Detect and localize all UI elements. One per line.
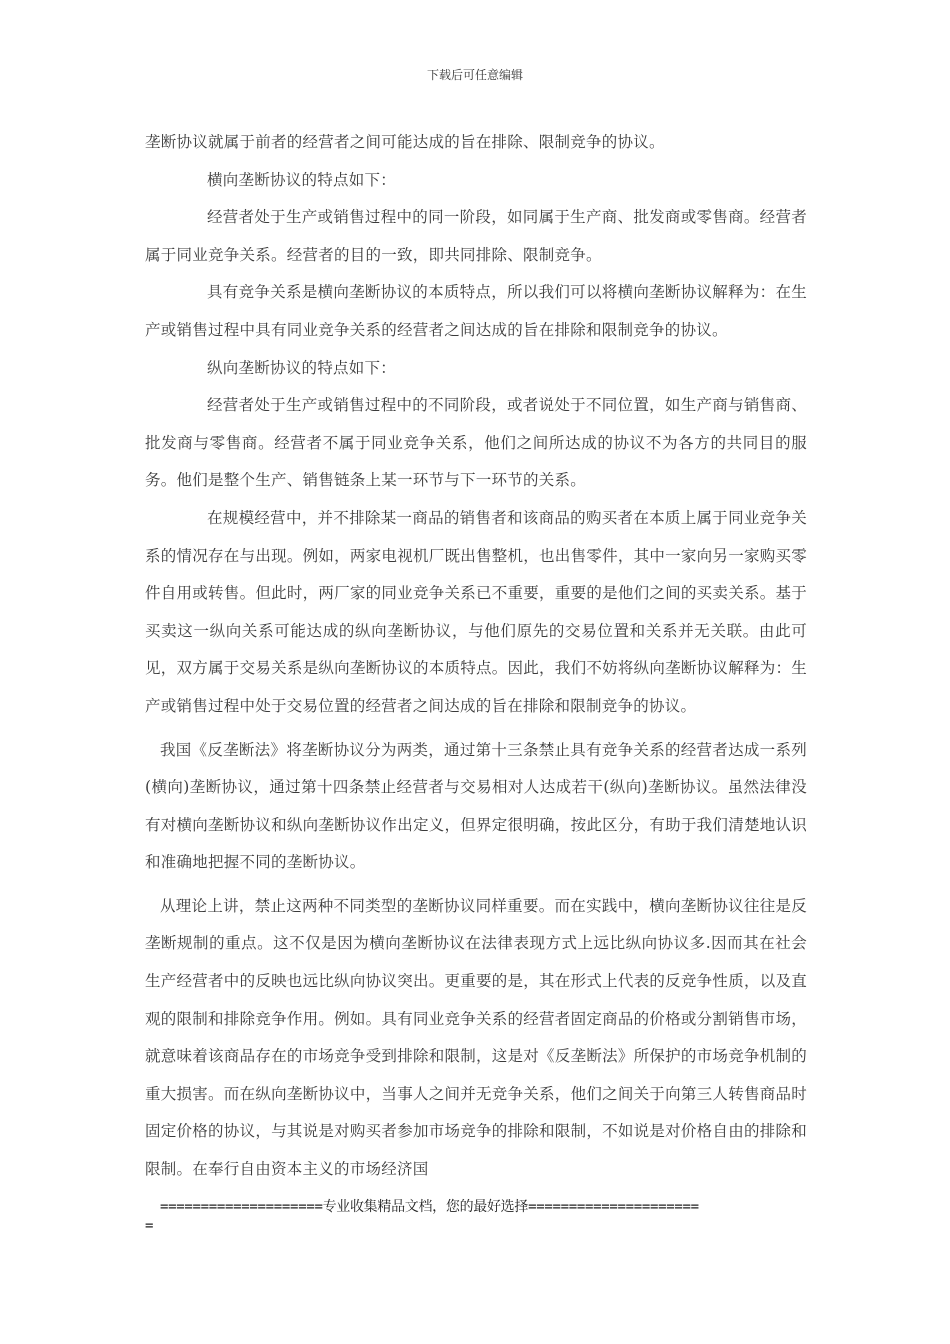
paragraph: 垄断协议就属于前者的经营者之间可能达成的旨在排除、限制竞争的协议。: [145, 133, 665, 151]
paragraph: 经营者处于生产或销售过程中的不同阶段，或者说处于不同位置，如生产商与销售商、批发商与零售商。经营者不属于同业竞争关系，他们之间所达成的协议不为各方的共同目的服务。他们是整个生产、销售链条上某一环节与下一环节的关系。: [145, 396, 807, 490]
footer-tail: =: [145, 1218, 154, 1234]
paragraph: 横向垄断协议的特点如下：: [207, 170, 397, 189]
footer-banner: ====================专业收集精品文档，您的最好选择=====================: [160, 1199, 699, 1215]
paragraph: 具有竞争关系是横向垄断协议的本质特点，所以我们可以将横向垄断协议解释为：在生产或销售过程中具有同业竞争关系的经营者之间达成的旨在排除和限制竞争的协议。: [145, 283, 807, 339]
header-note: 下载后可任意编辑: [426, 68, 523, 82]
paragraph: 我国《反垄断法》将垄断协议分为两类，通过第十三条禁止具有竞争关系的经营者达成一系列(横向)垄断协议，通过第十四条禁止经营者与交易相对人达成若干(纵向)垄断协议。虽然法律没有对横向垄断协议和纵向垄断协议作出定义，但界定很明确，按此区分，有助于我们清楚地认识和准确地把握不同的垄断协议。: [145, 740, 807, 872]
paragraph: 经营者处于生产或销售过程中的同一阶段，如同属于生产商、批发商或零售商。经营者属于同业竞争关系。经营者的目的一致，即共同排除、限制竞争。: [145, 208, 807, 264]
paragraph: 纵向垄断协议的特点如下：: [207, 358, 397, 377]
document-body: [145, 124, 807, 1189]
paragraph: 在规模经营中，并不排除某一商品的销售者和该商品的购买者在本质上属于同业竞争关系的情况存在与出现。例如，两家电视机厂既出售整机，也出售零件，其中一家向另一家购买零件自用或转售。但此时，两厂家的同业竞争关系已不重要，重要的是他们之间的买卖关系。基于买卖这一纵向关系可能达成的纵向垄断协议，与他们原先的交易位置和关系并无关联。由此可见，双方属于交易关系是纵向垄断协议的本质特点。因此，我们不妨将纵向垄断协议解释为：生产或销售过程中处于交易位置的经营者之间达成的旨在排除和限制竞争的协议。: [145, 508, 807, 715]
paragraph: 从理论上讲，禁止这两种不同类型的垄断协议同样重要。而在实践中，横向垄断协议往往是反垄断规制的重点。这不仅是因为横向垄断协议在法律表现方式上远比纵向协议多.因而其在社会生产经营者中的反映也远比纵向协议突出。更重要的是，其在形式上代表的反竞争性质，以及直观的限制和排除竞争作用。例如。具有同业竞争关系的经营者固定商品的价格或分割销售市场，就意味着该商品存在的市场竞争受到排除和限制，这是对《反垄断法》所保护的市场竞争机制的重大损害。而在纵向垄断协议中，当事人之间并无竞争关系，他们之间关于向第三人转售商品时固定价格的协议，与其说是对购买者参加市场竞争的排除和限制，不如说是对价格自由的排除和限制。在奉行自由资本主义的市场经济国: [145, 896, 807, 1179]
